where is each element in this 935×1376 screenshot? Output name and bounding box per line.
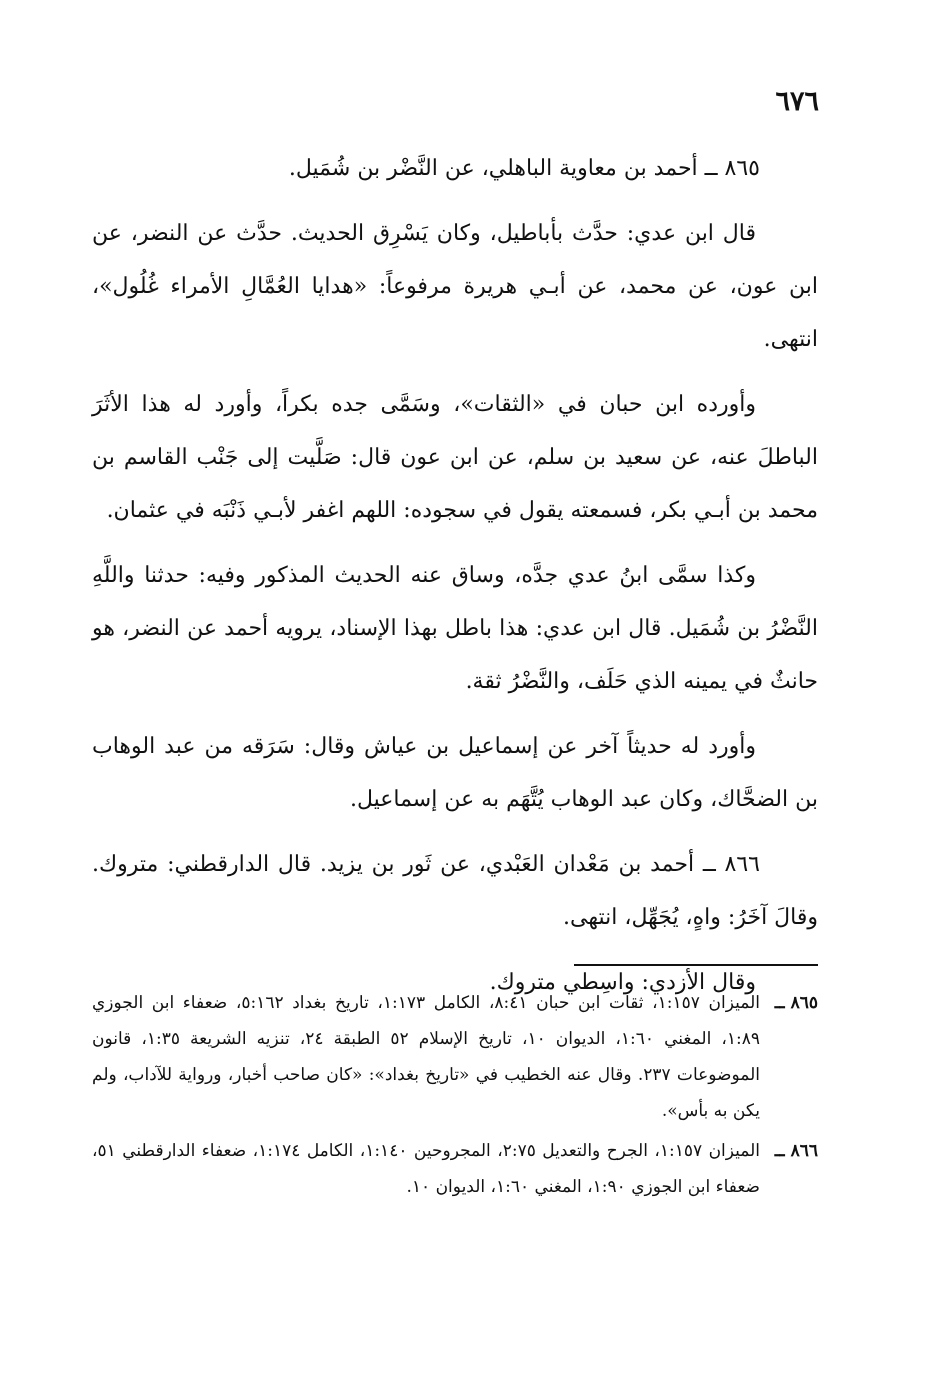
paragraph-another-hadith: وأورد له حديثاً آخر عن إسماعيل بن عياش وقال: سَرَقه من عبد الوهاب بن الضحَّاك، وكان عبد الوهاب يُتَّهَم به عن إسماعيل. — [92, 734, 818, 812]
entry-866-heading: ٨٦٦ ــ أحمد بن مَعْدان العَبْدي، عن ثَور بن يزيد. قال الدارقطني: متروك. وقالَ آخَرُ: واهٍ، يُجَهِّل، انتهى. — [92, 852, 818, 930]
entry-865-heading: ٨٦٥ ــ أحمد بن معاوية الباهلي، عن النَّضْر بن شُمَيل. — [288, 156, 760, 181]
footnote-number: ٨٦٦ ــ — [774, 1141, 818, 1161]
footnote-865 — [92, 985, 818, 1129]
footnote-866 — [92, 1133, 818, 1205]
footnote-number: ٨٦٥ ــ — [774, 993, 818, 1013]
main-text — [92, 142, 818, 1009]
footnote-divider — [574, 964, 818, 966]
footnote-text: الميزان ١:١٥٧، الجرح والتعديل ٢:٧٥، المجروحين ١:١٤٠، الكامل ١:١٧٤، ضعفاء الدارقطني ٥١، ضعفاء ابن الجوزي ١:٩٠، المغني ١:٦٠، الديوان ١٠. — [92, 1141, 761, 1197]
page-number: ٦٧٦ — [775, 86, 819, 117]
paragraph-ibn-adi-2: وكذا سمَّى ابنُ عدي جدَّه، وساق عنه الحديث المذكور وفيه: حدثنا واللَّهِ النَّضْرُ بن شُمَيل. قال ابن عدي: هذا باطل بهذا الإسناد، يرويه أحمد عن النضر، هو حانثٌ في يمينه الذي حَلَف، والنَّضْرُ ثقة. — [92, 563, 818, 694]
footnote-text: الميزان ١:١٥٧، ثقات ابن حبان ٨:٤١، الكامل ١:١٧٣، تاريخ بغداد ٥:١٦٢، ضعفاء ابن الجوزي ١:٨٩، المغني ١:٦٠، الديوان ١٠، تاريخ الإسلام ٥٢ الطبقة ٢٤، تنزيه الشريعة ١:٣٥، قانون الموضوعات ٢٣٧. وقال عنه الخطيب في «تاريخ بغداد»: «كان صاحب أخبار، ورواية للآداب، ولم يكن به بأس». — [92, 993, 761, 1121]
footnotes — [92, 985, 818, 1209]
paragraph-azdi: وقال الأزدي: واسِطي متروك. — [489, 970, 756, 995]
paragraph-ibn-adi: قال ابن عدي: حدَّث بأباطيل، وكان يَسْرِق الحديث. حدَّث عن النضر، عن ابن عون، عن محمد، عن أبـي هريرة مرفوعاً: «هدايا العُمَّالِ الأمراء غُلُول»، انتهى. — [92, 221, 818, 352]
paragraph-ibn-hibban: وأورده ابن حبان في «الثقات»، وسَمَّى جده بكراً، وأورد له هذا الأثَرَ الباطلَ عنه، عن سعيد بن سلم، عن ابن عون قال: صَلَّيت إلى جَنْب القاسم بن محمد بن أبـي بكر، فسمعته يقول في سجوده: اللهم اغفر لأبـي ذَنْبَه في عثمان. — [92, 392, 818, 523]
